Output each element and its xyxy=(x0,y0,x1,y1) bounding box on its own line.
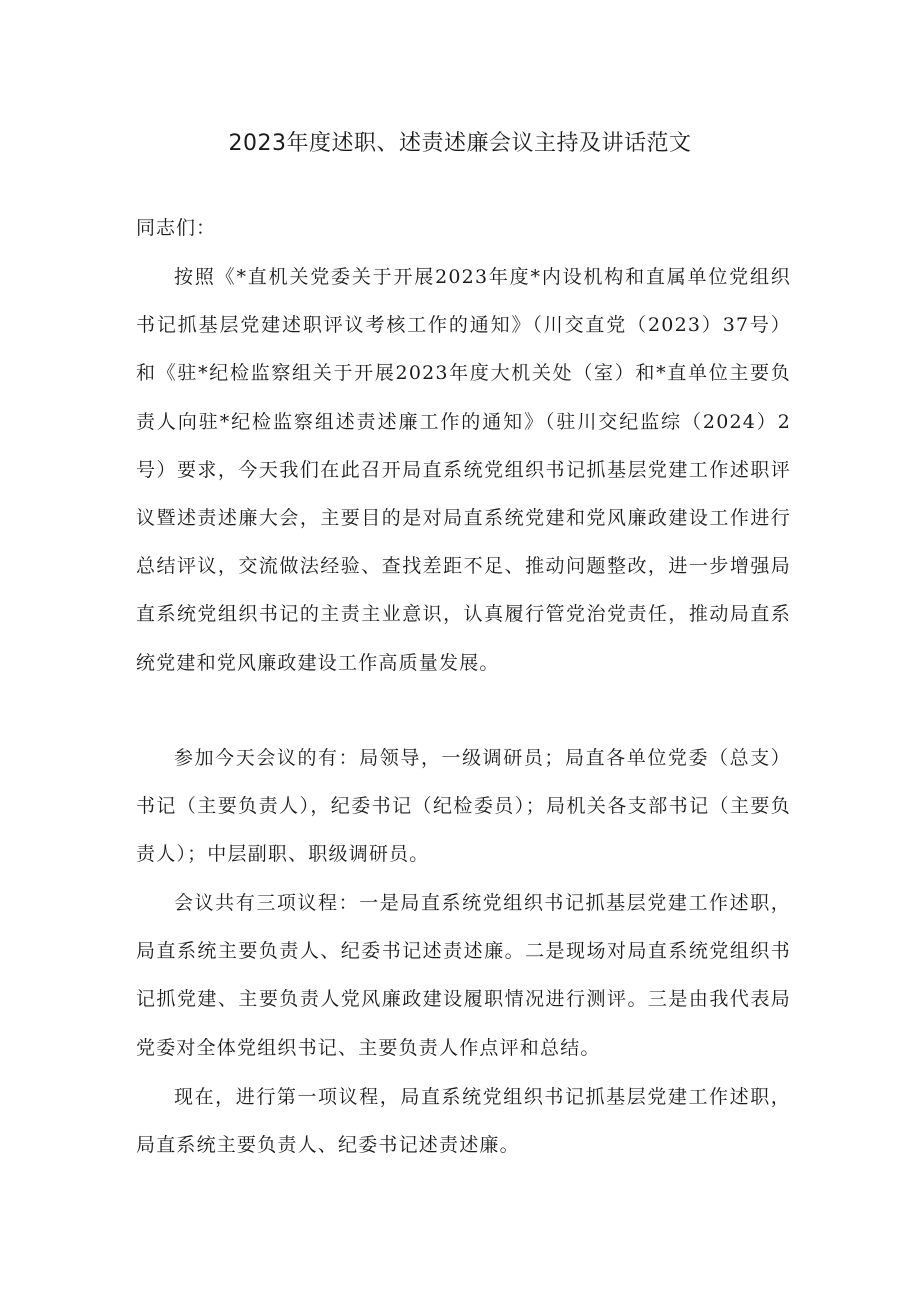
paragraph-agenda: 会议共有三项议程：一是局直系统党组织书记抓基层党建工作述职，局直系统主要负责人、纪委书记述责述廉。二是现场对局直系统党组织书记抓党建、主要负责人党风廉政建设履职情况进行测评。三是由我代表局党委对全体党组织书记、主要负责人作点评和总结。 xyxy=(136,892,791,1059)
salutation: 同志们： xyxy=(136,217,217,239)
paragraph-first-item: 现在，进行第一项议程，局直系统党组织书记抓基层党建工作述职，局直系统主要负责人、纪委书记述责述廉。 xyxy=(136,1086,791,1157)
paragraph-attendees: 参加今天会议的有：局领导，一级调研员；局直各单位党委（总支）书记（主要负责人），纪委书记（纪检委员）；局机关各支部书记（主要负责人）；中层副职、职级调研员。 xyxy=(136,747,791,866)
paragraph-purpose: 按照《*直机关党委关于开展2023年度*内设机构和直属单位党组织书记抓基层党建述职评议考核工作的通知》（川交直党（2023）37号）和《驻*纪检监察组关于开展2023年度大机关处（室）和*直单位主要负责人向驻*纪检监察组述责述廉工作的通知》（驻川交纪监综（2024）2号）要求，今天我们在此召开局直系统党组织书记抓基层党建工作述职评议暨述责述廉大会，主要目的是对局直系统党建和党风廉政建设工作进行总结评议，交流做法经验、查找差距不足、推动问题整改，进一步增强局直系统党组织书记的主责主业意识，认真履行管党治党责任，推动局直系统党建和党风廉政建设工作高质量发展。 xyxy=(136,266,791,674)
document-title: 2023年度述职、述责述廉会议主持及讲话范文 xyxy=(228,131,692,156)
